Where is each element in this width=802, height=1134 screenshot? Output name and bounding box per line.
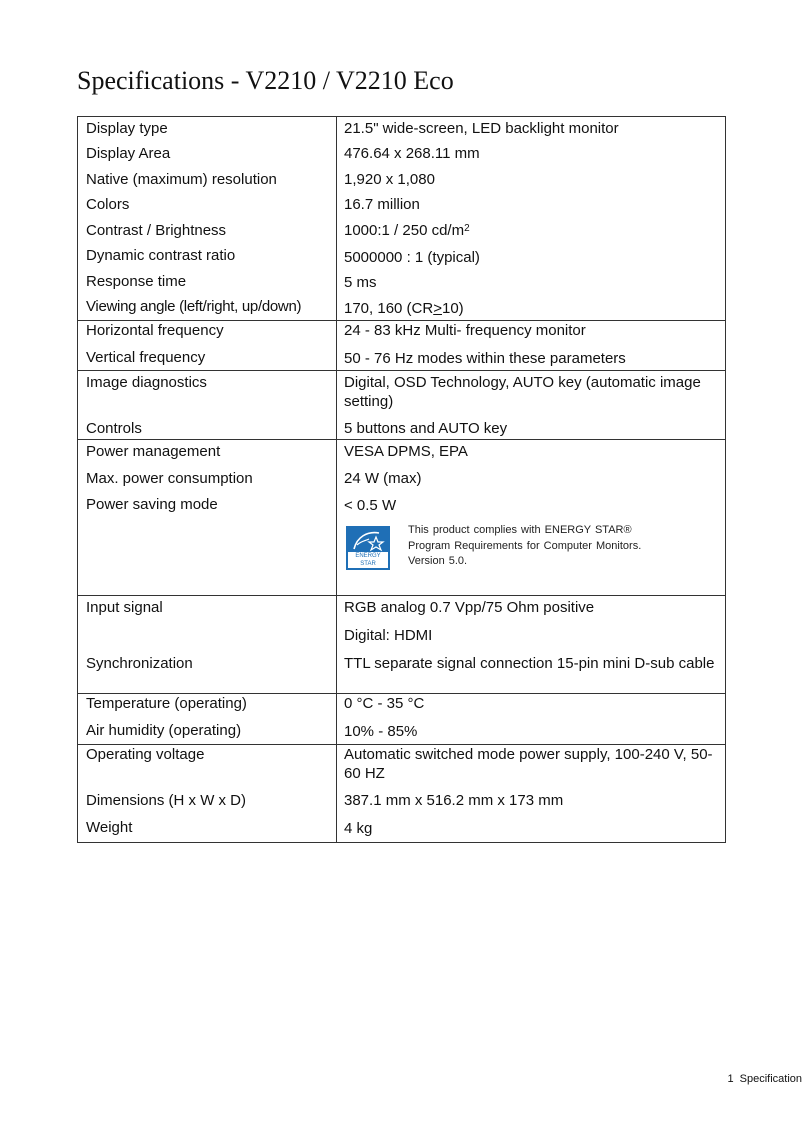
- value-air-humidity: 10% - 85%: [344, 723, 418, 740]
- energy-star-label: ENERGY STAR: [348, 552, 388, 568]
- value-controls: 5 buttons and AUTO key: [344, 420, 508, 437]
- spec-group-power: [78, 440, 725, 596]
- value-weight: 4 kg: [344, 820, 373, 837]
- value-response-time: 5 ms: [344, 274, 377, 291]
- value-native-resolution: 1,920 x 1,080: [344, 171, 435, 188]
- energy-star-icon: [351, 529, 385, 555]
- label-operating-voltage: Operating voltage: [86, 746, 205, 763]
- label-weight: Weight: [86, 819, 133, 836]
- value-image-diagnostics: Digital, OSD Technology, AUTO key (automatic image setting): [344, 374, 701, 410]
- label-controls: Controls: [86, 420, 142, 437]
- label-power-saving: Power saving mode: [86, 496, 218, 513]
- energy-star-logo: [346, 526, 390, 570]
- value-horizontal-frequency: 24 - 83 kHz Multi- frequency monitor: [344, 322, 586, 339]
- superscript-2: 2: [464, 223, 470, 234]
- page-title: Specifications - V2210 / V2210 Eco: [77, 66, 454, 95]
- value-power-saving: < 0.5 W: [344, 497, 397, 514]
- value-operating-voltage: Automatic switched mode power supply, 100-240 V, 50-60 HZ: [344, 746, 713, 782]
- page-footer: [722, 1073, 802, 1085]
- value-temperature: 0 °C - 35 °C: [344, 695, 425, 712]
- label-power-management: Power management: [86, 443, 221, 460]
- label-horizontal-frequency: Horizontal frequency: [86, 322, 224, 339]
- label-dimensions: Dimensions (H x W x D): [86, 792, 247, 809]
- value-viewing-angle: 170, 160 (CR>10): [344, 300, 464, 317]
- value-synchronization: TTL separate signal connection 15-pin mini D-sub cable: [344, 655, 715, 672]
- value-input-signal: RGB analog 0.7 Vpp/75 Ohm positive: [344, 599, 595, 616]
- label-input-signal: Input signal: [86, 599, 163, 616]
- label-image-diagnostics: Image diagnostics: [86, 374, 207, 391]
- specifications-table: [77, 116, 726, 843]
- spec-group-display: [78, 117, 725, 321]
- label-temperature: Temperature (operating): [86, 695, 247, 712]
- label-synchronization: Synchronization: [86, 655, 193, 672]
- value-dimensions: 387.1 mm x 516.2 mm x 173 mm: [344, 792, 564, 809]
- value-max-power: 24 W (max): [344, 470, 422, 487]
- label-dynamic-contrast: Dynamic contrast ratio: [86, 247, 236, 264]
- value-input-signal-digital: Digital: HDMI: [344, 627, 433, 644]
- label-native-resolution: Native (maximum) resolution: [86, 171, 277, 188]
- value-vertical-frequency: 50 - 76 Hz modes within these parameters: [344, 350, 626, 367]
- spec-group-signal: [78, 596, 725, 694]
- spec-group-frequency: [78, 321, 725, 371]
- energy-star-statement: This product complies with ENERGY STAR® Program Requirements for Computer Monitors. Version 5.0.: [408, 524, 642, 567]
- value-colors: 16.7 million: [344, 196, 420, 213]
- page-number: 1: [727, 1073, 734, 1085]
- label-air-humidity: Air humidity (operating): [86, 722, 242, 739]
- spec-group-physical: [78, 745, 725, 842]
- value-contrast-brightness: 1000:1 / 250 $cd/m^2$: [344, 222, 470, 239]
- footer-section: Specification: [739, 1073, 802, 1085]
- greater-equal-symbol: >: [433, 300, 442, 317]
- value-display-type: 21.5" wide-screen, LED backlight monitor: [344, 120, 619, 137]
- label-display-type: Display type: [86, 120, 168, 137]
- label-vertical-frequency: Vertical frequency: [86, 349, 206, 366]
- value-display-area: 476.64 x 268.11 mm: [344, 145, 480, 162]
- spec-group-controls: [78, 371, 725, 440]
- label-response-time: Response time: [86, 273, 187, 290]
- label-viewing-angle: Viewing angle (left/right, up/down): [86, 298, 302, 315]
- value-power-management: VESA DPMS, EPA: [344, 443, 468, 460]
- label-display-area: Display Area: [86, 145, 171, 162]
- label-colors: Colors: [86, 196, 130, 213]
- spec-group-environment: [78, 694, 725, 745]
- value-dynamic-contrast: 5000000 : 1 (typical): [344, 249, 480, 266]
- label-max-power: Max. power consumption: [86, 470, 253, 487]
- label-contrast-brightness: Contrast / Brightness: [86, 222, 227, 239]
